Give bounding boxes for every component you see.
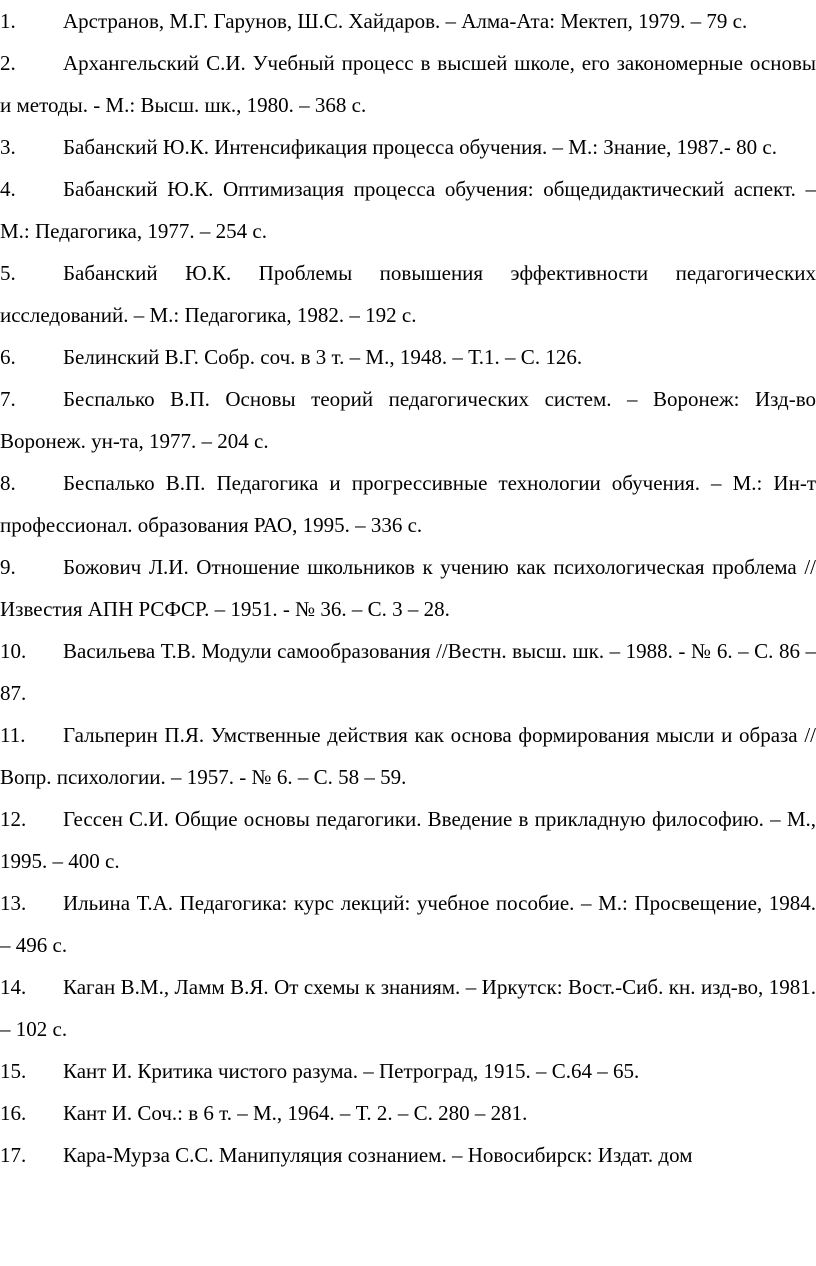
reference-item (0, 630, 816, 714)
reference-item (0, 378, 816, 462)
reference-text: Беспалько В.П. Основы теорий педагогических систем. – Воронеж: Изд-во Воронеж. ун-та, 1977. – 204 с. (0, 387, 816, 453)
reference-item (0, 0, 816, 42)
reference-number: 15. (0, 1059, 27, 1083)
reference-number: 9. (0, 555, 16, 579)
reference-text: Кант И. Соч.: в 6 т. – М., 1964. – Т. 2. – С. 280 – 281. (63, 1101, 528, 1125)
reference-item (0, 546, 816, 630)
reference-text: Бабанский Ю.К. Интенсификация процесса обучения. – М.: Знание, 1987.- 80 с. (63, 135, 777, 159)
reference-number: 5. (0, 261, 16, 285)
reference-number: 6. (0, 345, 16, 369)
reference-text: Белинский В.Г. Собр. соч. в 3 т. – М., 1948. – Т.1. – С. 126. (63, 345, 583, 369)
reference-number: 12. (0, 807, 27, 831)
reference-item (0, 798, 816, 882)
reference-text: Ильина Т.А. Педагогика: курс лекций: учебное пособие. – М.: Просвещение, 1984. – 496 с. (0, 891, 816, 957)
reference-number: 13. (0, 891, 27, 915)
reference-item (0, 42, 816, 126)
reference-item (0, 714, 816, 798)
reference-text: Арстранов, М.Г. Гарунов, Ш.С. Хайдаров. – Алма-Ата: Мектеп, 1979. – 79 с. (63, 9, 748, 33)
reference-number: 1. (0, 9, 16, 33)
reference-number: 2. (0, 51, 16, 75)
reference-text: Божович Л.И. Отношение школьников к учению как психологическая проблема // Известия АПН РСФСР. – 1951. - № 36. – С. 3 – 28. (0, 555, 816, 621)
reference-item (0, 1134, 816, 1176)
reference-number: 16. (0, 1101, 27, 1125)
reference-text: Каган В.М., Ламм В.Я. От схемы к знаниям. – Иркутск: Вост.-Сиб. кн. изд-во, 1981. – 102 с. (0, 975, 816, 1041)
reference-item (0, 1050, 816, 1092)
reference-text: Васильева Т.В. Модули самообразования //Вестн. высш. шк. – 1988. - № 6. – С. 86 – 87. (0, 639, 816, 705)
reference-text: Беспалько В.П. Педагогика и прогрессивные технологии обучения. – М.: Ин-т профессионал. образования РАО, 1995. – 336 с. (0, 471, 816, 537)
reference-item (0, 336, 816, 378)
reference-text: Бабанский Ю.К. Оптимизация процесса обучения: общедидактический аспект. – М.: Педагогика, 1977. – 254 с. (0, 177, 816, 243)
reference-item (0, 966, 816, 1050)
reference-item (0, 252, 816, 336)
reference-number: 3. (0, 135, 16, 159)
reference-number: 14. (0, 975, 27, 999)
reference-number: 11. (0, 723, 26, 747)
reference-text: Архангельский С.И. Учебный процесс в высшей школе, его закономерные основы и методы. - М.: Высш. шк., 1980. – 368 с. (0, 51, 816, 117)
reference-text: Бабанский Ю.К. Проблемы повышения эффективности педагогических исследований. – М.: Педагогика, 1982. – 192 с. (0, 261, 816, 327)
reference-number: 17. (0, 1143, 27, 1167)
reference-item (0, 882, 816, 966)
reference-number: 7. (0, 387, 16, 411)
reference-text: Кант И. Критика чистого разума. – Петроград, 1915. – С.64 – 65. (63, 1059, 640, 1083)
reference-item (0, 1092, 816, 1134)
reference-text: Кара-Мурза С.С. Манипуляция сознанием. – Новосибирск: Издат. дом (63, 1143, 693, 1167)
reference-number: 10. (0, 639, 27, 663)
reference-number: 4. (0, 177, 16, 201)
reference-text: Гессен С.И. Общие основы педагогики. Введение в прикладную философию. – М., 1995. – 400 с. (0, 807, 816, 873)
reference-item (0, 168, 816, 252)
reference-number: 8. (0, 471, 16, 495)
reference-text: Гальперин П.Я. Умственные действия как основа формирования мысли и образа // Вопр. психологии. – 1957. - № 6. – С. 58 – 59. (0, 723, 816, 789)
reference-item (0, 462, 816, 546)
reference-item (0, 126, 816, 168)
